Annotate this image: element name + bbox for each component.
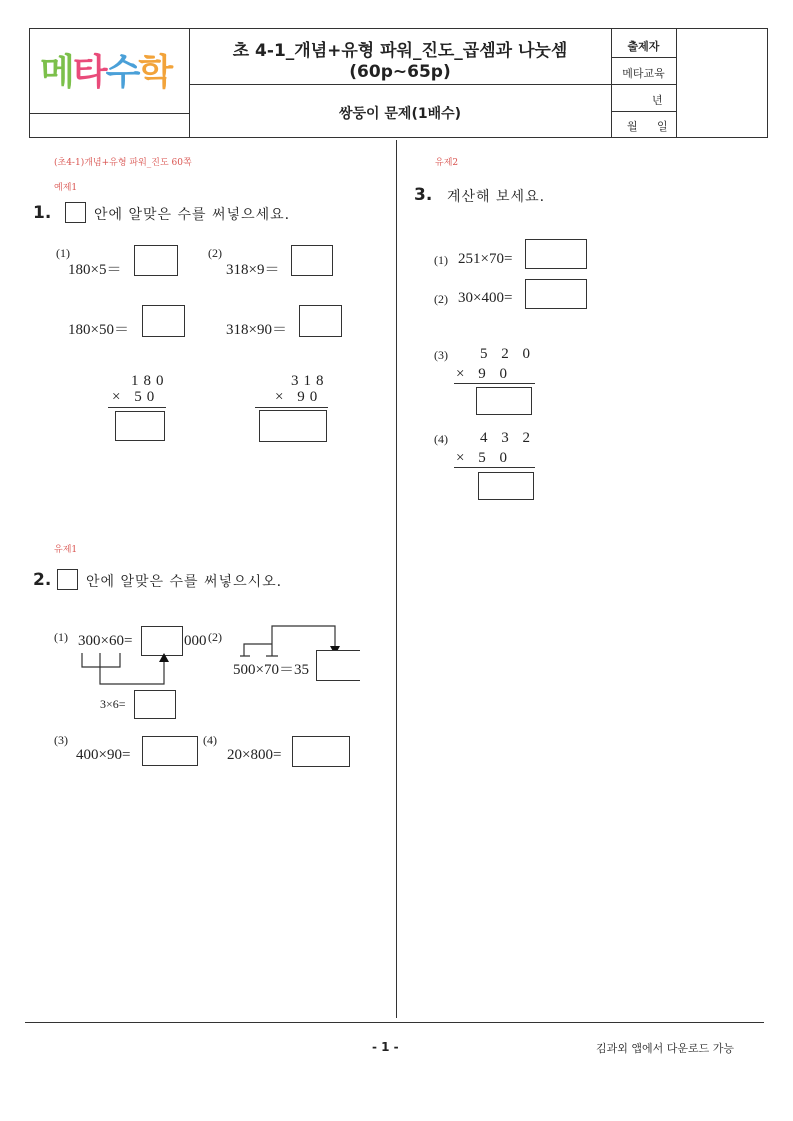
q3-answer-3[interactable] bbox=[476, 387, 532, 415]
q2-answer-2[interactable] bbox=[316, 650, 360, 681]
q3-expr-1: 251×70= bbox=[458, 251, 513, 267]
q3-vertical-bottom-3: × 9 0 bbox=[456, 366, 512, 382]
q1-expr-2b: 318×90＝ bbox=[226, 322, 287, 338]
q1-expr-1b: 180×50＝ bbox=[68, 322, 129, 338]
q2-text: 안에 알맞은 수를 써넣으시오. bbox=[86, 574, 283, 590]
q1-answer-2b[interactable] bbox=[299, 305, 342, 337]
footer-rule bbox=[25, 1022, 764, 1023]
q1-answer-1a[interactable] bbox=[134, 245, 178, 276]
q1-answer-2a[interactable] bbox=[291, 245, 333, 276]
q1-vertical-top-1: 180 bbox=[131, 373, 169, 389]
title-line2: (60p~65p) bbox=[349, 62, 451, 82]
q1-vertical-line-2 bbox=[255, 407, 328, 408]
tag-practice1: 유제1 bbox=[54, 545, 78, 555]
q2-expr-4: 20×800= bbox=[227, 747, 282, 763]
q3-label-2: (2) bbox=[434, 292, 448, 306]
month-label: 월 bbox=[627, 120, 638, 133]
q2-suffix-1: 000 bbox=[184, 633, 207, 649]
q3-expr-2: 30×400= bbox=[458, 290, 513, 306]
q3-answer-2[interactable] bbox=[525, 279, 587, 309]
day-label: 일 bbox=[657, 120, 668, 133]
author-label: 출제자 bbox=[627, 40, 660, 53]
source-label: (초4-1)개념+유형 파워_진도 60쪽 bbox=[54, 158, 192, 168]
q1-vertical-bottom-1: × 50 bbox=[112, 389, 160, 405]
q1-vertical-top-2: 318 bbox=[291, 373, 329, 389]
q2-label-1: (1) bbox=[54, 630, 68, 644]
logo: 메타수학 bbox=[40, 52, 172, 93]
q2-label-2: (2) bbox=[208, 630, 222, 644]
q1-answer-1b[interactable] bbox=[142, 305, 185, 337]
q1-label-1: (1) bbox=[56, 246, 70, 260]
q1-text: 안에 알맞은 수를 써넣으세요. bbox=[94, 207, 291, 223]
q3-vertical-line-3 bbox=[454, 383, 535, 384]
q1-label-2: (2) bbox=[208, 246, 222, 260]
q3-answer-1[interactable] bbox=[525, 239, 587, 269]
q2-hint-1: 3×6= bbox=[100, 697, 126, 711]
q3-vertical-line-4 bbox=[454, 467, 535, 468]
q2-answer-box-icon bbox=[57, 569, 78, 590]
q1-vertical-line-1 bbox=[108, 407, 166, 408]
subtitle: 쌍둥이 문제(1배수) bbox=[338, 106, 462, 122]
q2-answer-3[interactable] bbox=[142, 736, 198, 766]
year-label: 년 bbox=[652, 94, 663, 107]
q3-vertical-top-4: 4 3 2 bbox=[480, 430, 535, 446]
q1-answer-box-icon bbox=[65, 202, 86, 223]
q1-vertical-bottom-2: × 90 bbox=[275, 389, 323, 405]
title-line1: 초 4-1_개념+유형 파워_진도_곱셈과 나눗셈 bbox=[232, 41, 568, 61]
author-value: 메타교육 bbox=[622, 67, 665, 80]
q1-answer-2c[interactable] bbox=[259, 410, 327, 442]
q1-expr-2a: 318×9＝ bbox=[226, 262, 280, 278]
q2-answer-4[interactable] bbox=[292, 736, 350, 767]
q1-answer-1c[interactable] bbox=[115, 411, 165, 441]
q3-label-1: (1) bbox=[434, 253, 448, 267]
page-number: - 1 - bbox=[372, 1040, 399, 1054]
q2-expr-3: 400×90= bbox=[76, 747, 131, 763]
q2-label-4: (4) bbox=[203, 733, 217, 747]
q3-label-3: (3) bbox=[434, 348, 448, 362]
column-divider bbox=[396, 140, 397, 1018]
q2-expr-2: 500×70＝35 bbox=[233, 662, 309, 678]
q3-vertical-top-3: 5 2 0 bbox=[480, 346, 535, 362]
q3-vertical-bottom-4: × 5 0 bbox=[456, 450, 512, 466]
footer-note: 김과외 앱에서 다운로드 가능 bbox=[596, 1042, 735, 1055]
q1-number: 1. bbox=[33, 203, 52, 223]
q3-number: 3. bbox=[414, 185, 433, 205]
tag-practice2: 유제2 bbox=[435, 158, 459, 168]
q1-expr-1a: 180×5＝ bbox=[68, 262, 122, 278]
tag-example1: 예제1 bbox=[54, 183, 78, 193]
q3-answer-4[interactable] bbox=[478, 472, 534, 500]
q3-label-4: (4) bbox=[434, 432, 448, 446]
q2-hint-answer-1[interactable] bbox=[134, 690, 176, 719]
q2-expr-1: 300×60= bbox=[78, 633, 133, 649]
q2-number: 2. bbox=[33, 570, 52, 590]
q2-bracket-arrow-1 bbox=[76, 650, 176, 692]
q3-text: 계산해 보세요. bbox=[447, 189, 546, 205]
q2-label-3: (3) bbox=[54, 733, 68, 747]
